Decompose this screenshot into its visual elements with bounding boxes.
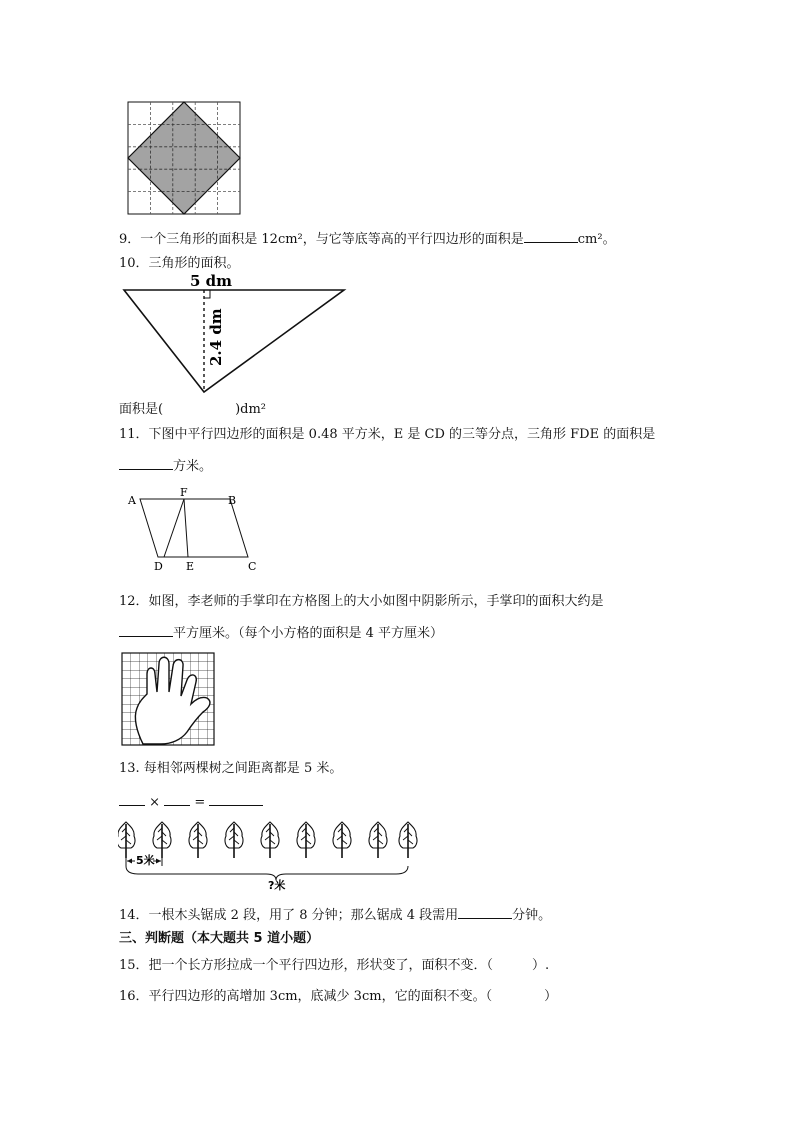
question-14-text: 14．一根木头锯成 2 段，用了 8 分钟；那么锯成 4 段需用 <box>119 908 459 923</box>
equals-sign: = <box>194 795 206 810</box>
times-sign: × <box>149 795 161 810</box>
hand-grid-figure <box>121 652 215 746</box>
question-14 <box>119 906 551 924</box>
tree-icon <box>399 822 417 858</box>
question-13-equation <box>119 793 263 811</box>
tree-icon <box>333 822 351 858</box>
question-10-title: 10．三角形的面积。 <box>119 256 240 271</box>
question-9-unit: cm²。 <box>577 232 616 247</box>
section-3-heading: 三、判断题（本大题共 5 道小题） <box>119 931 320 946</box>
answer-blank-q11[interactable] <box>119 457 173 470</box>
question-12-text: 12．如图，李老师的手掌印在方格图上的大小如图中阴影所示，手掌印的面积大约是 <box>119 594 604 609</box>
point-C: C <box>248 560 257 573</box>
tree-icon <box>369 822 387 858</box>
total-label: ?米 <box>268 879 286 892</box>
question-12-unit: 平方厘米。（每个小方格的面积是 4 平方厘米） <box>173 626 444 641</box>
point-B: B <box>228 494 237 507</box>
question-16-text: 16．平行四边形的高增加 3cm，底减少 3cm，它的面积不变。（ ） <box>119 989 558 1004</box>
point-F: F <box>180 488 188 499</box>
height-label: 2.4 dm <box>207 308 225 366</box>
point-D: D <box>154 560 163 573</box>
point-E: E <box>186 560 195 573</box>
question-15-text: 15．把一个长方形拉成一个平行四边形，形状变了，面积不变．（ ）. <box>119 958 550 973</box>
equation-blank-2[interactable] <box>164 793 190 806</box>
parallelogram-figure <box>124 488 274 574</box>
tree-icon <box>225 822 243 858</box>
point-A: A <box>128 494 136 507</box>
tree-icon <box>118 822 135 858</box>
gap-label: 5米 <box>136 854 155 867</box>
tree-icon <box>153 822 171 858</box>
trees-figure <box>118 818 418 894</box>
question-13-title: 13. 每相邻两棵树之间距离都是 5 米。 <box>119 761 343 776</box>
answer-blank-q14[interactable] <box>458 906 512 919</box>
question-14-unit: 分钟。 <box>512 908 552 923</box>
tree-icon <box>297 822 315 858</box>
equation-blank-1[interactable] <box>119 793 145 806</box>
question-9 <box>119 230 616 248</box>
question-10-answer <box>119 401 266 418</box>
question-12-answer <box>119 624 443 642</box>
tree-icon <box>261 822 279 858</box>
area-label: 面积是( <box>119 402 164 417</box>
equation-blank-3[interactable] <box>209 793 263 806</box>
area-unit: )dm² <box>235 402 267 417</box>
question-11-answer <box>119 457 212 475</box>
answer-blank-q12[interactable] <box>119 624 173 637</box>
tree-icon <box>189 822 207 858</box>
diamond-grid-figure <box>126 100 242 216</box>
question-11-text: 11．下图中平行四边形的面积是 0.48 平方米，E 是 CD 的三等分点，三角形 FDE 的面积是 <box>119 427 656 442</box>
answer-blank-q10[interactable] <box>163 401 235 413</box>
question-9-text: 9．一个三角形的面积是 12cm²，与它等底等高的平行四边形的面积是 <box>119 232 524 247</box>
base-label: 5 dm <box>190 272 233 290</box>
answer-blank-q9[interactable] <box>524 230 578 243</box>
question-11-unit: 方米。 <box>173 459 213 474</box>
triangle-figure <box>118 272 350 398</box>
